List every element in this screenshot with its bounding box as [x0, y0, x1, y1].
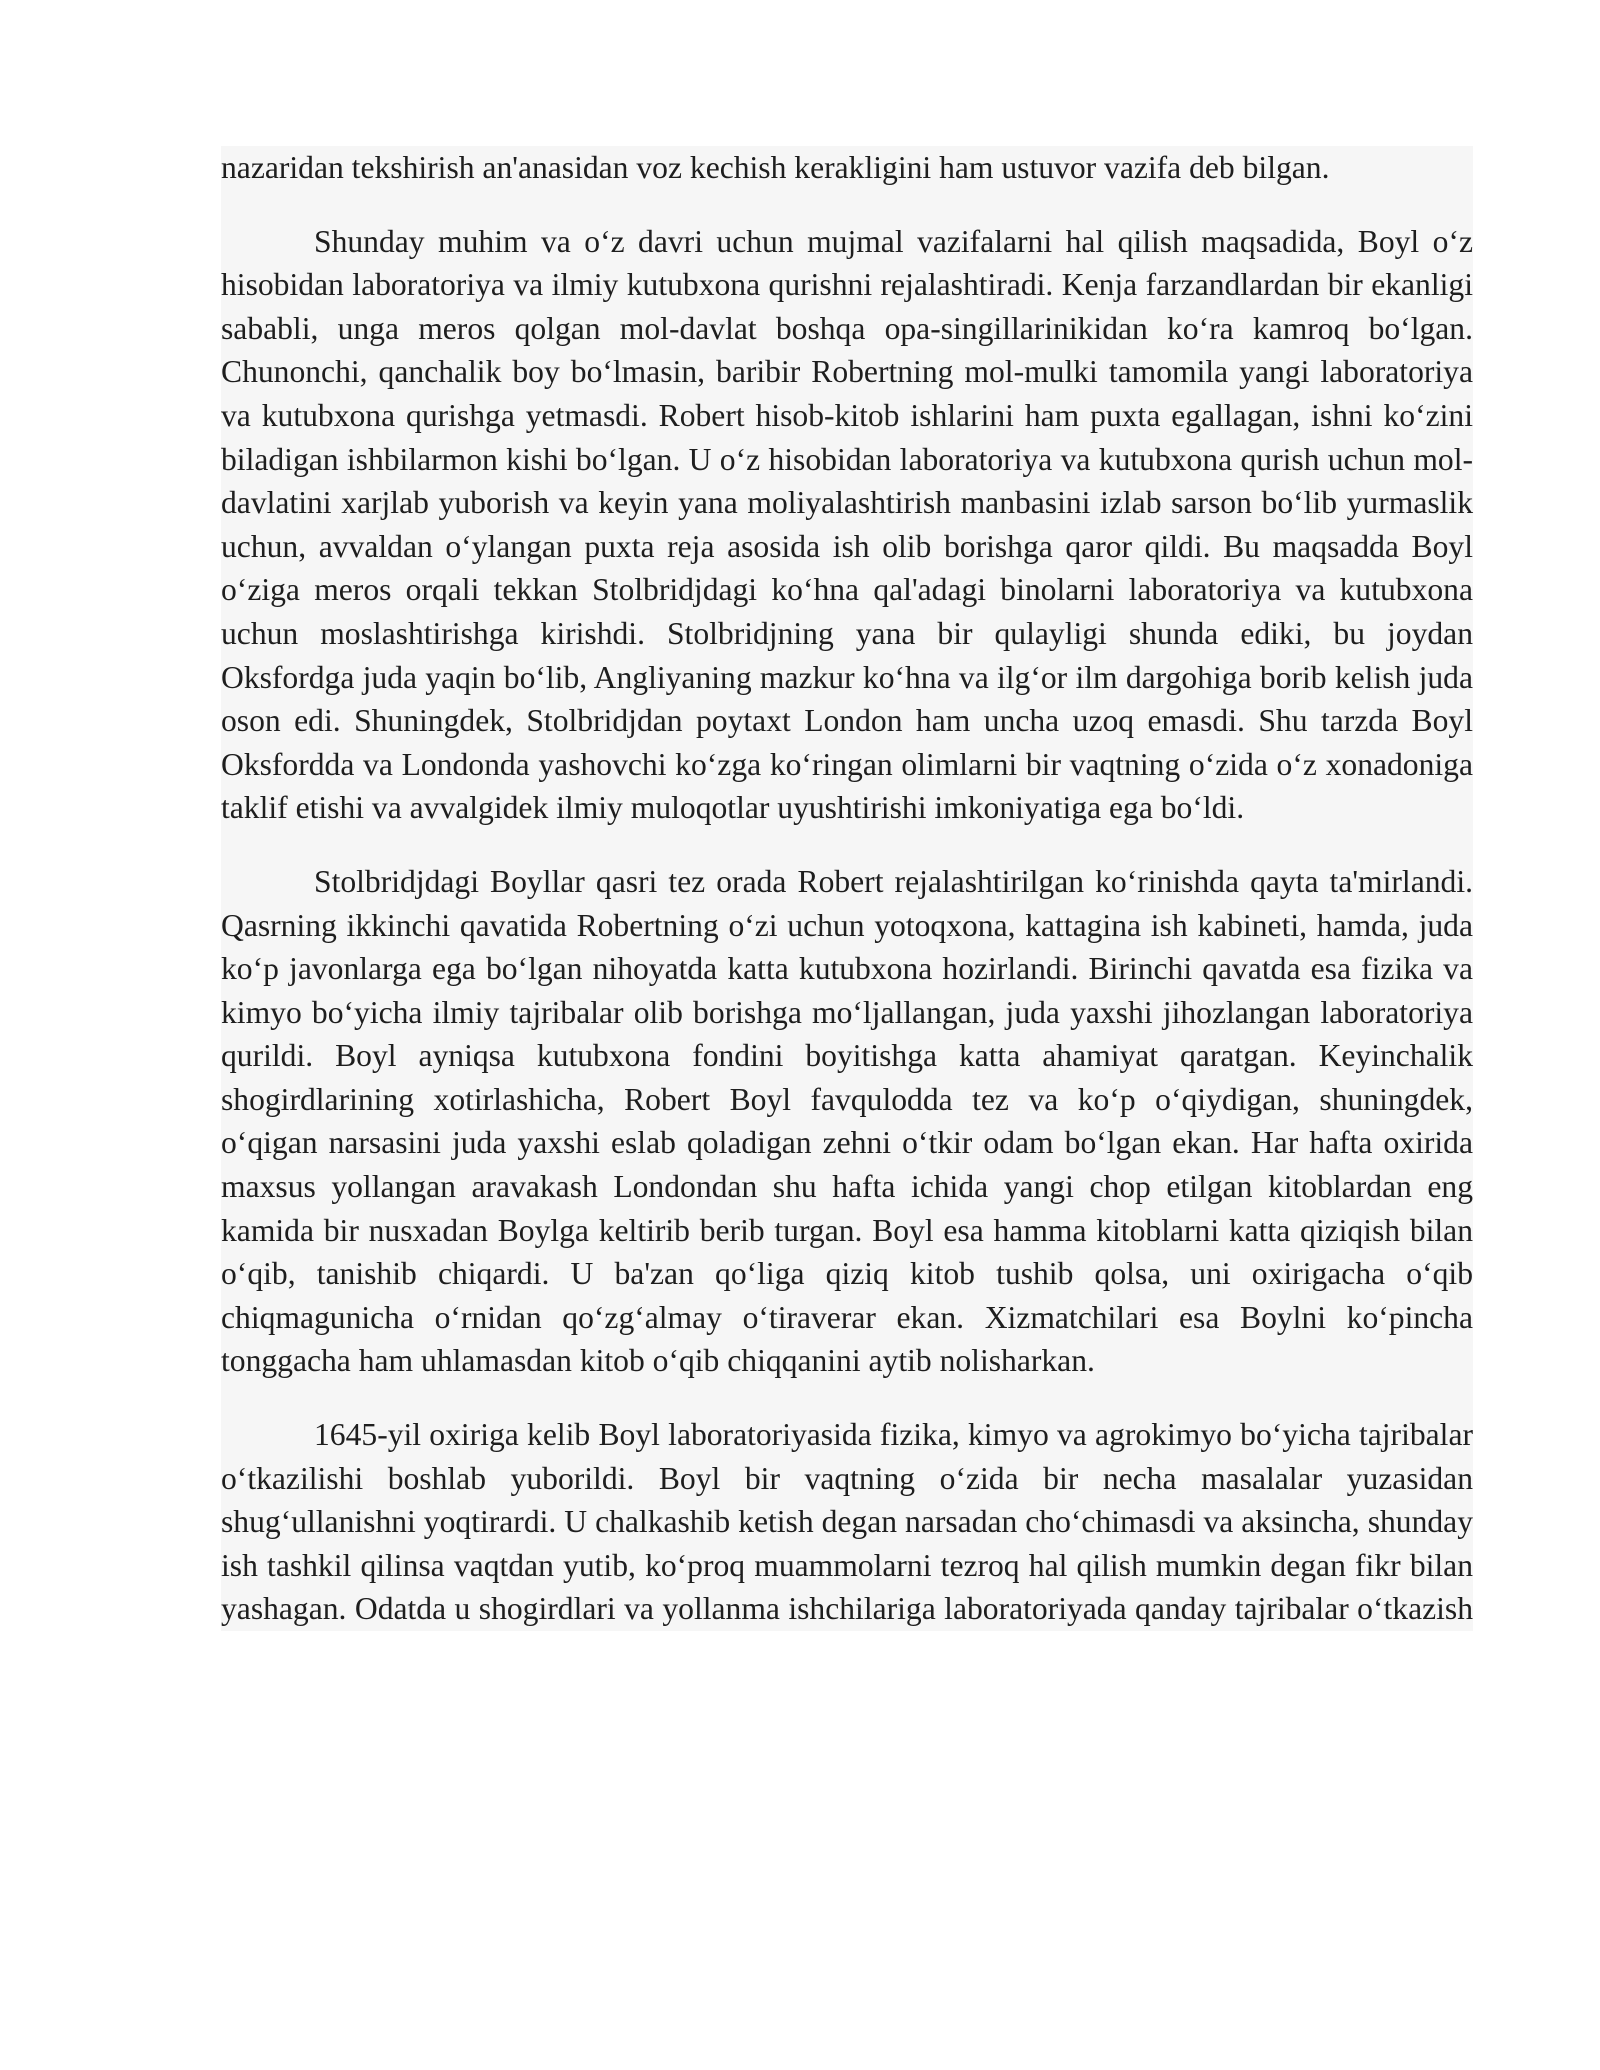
body-text [221, 146, 1473, 1631]
paragraph-castle-renovation: Stolbridjdagi Boyllar qasri tez orada Robert rejalashtirilgan koʻrinishda qayta ta'mirlandi. Qasrning ikkinchi qavatida Robertning oʻzi uchun yotoqxona, kattagina ish kabineti, hamda, juda koʻp javonlarga ega boʻlgan nihoyatda katta kutubxona hozirlandi. Birinchi qavatda esa fizika va kimyo boʻyicha ilmiy tajribalar olib borishga moʻljallangan, juda yaxshi jihozlangan laboratoriya qurildi. Boyl ayniqsa kutubxona fondini boyitishga katta ahamiyat qaratgan. Keyinchalik shogirdlarining xotirlashicha, Robert Boyl favqulodda tez va koʻp oʻqiydigan, shuningdek, oʻqigan narsasini juda yaxshi eslab qoladigan zehni oʻtkir odam boʻlgan ekan. Har hafta oxirida maxsus yollangan aravakash Londondan shu hafta ichida yangi chop etilgan kitoblardan eng kamida bir nusxadan Boylga keltirib berib turgan. Boyl esa hamma kitoblarni katta qiziqish bilan oʻqib, tanishib chiqardi. U ba'zan qoʻliga qiziq kitob tushib qolsa, uni oxirigacha oʻqib chiqmagunicha oʻrnidan qoʻzgʻalmay oʻtiraverar ekan. Xizmatchilari esa Boylni koʻpincha tonggacha ham uhlamasdan kitob oʻqib chiqqanini aytib nolisharkan. [221, 863, 1473, 1379]
paragraph-continuation: nazaridan tekshirish an'anasidan voz kechish kerakligini ham ustuvor vazifa deb bilgan. [221, 150, 1330, 185]
paragraph-experiments-1645: 1645-yil oxiriga kelib Boyl laboratoriyasida fizika, kimyo va agrokimyo boʻyicha tajribalar oʻtkazilishi boshlab yuborildi. Boyl bir vaqtning oʻzida bir necha masalalar yuzasidan shugʻullanishni yoqtirardi. U chalkashib ketish degan narsadan choʻchimasdi va aksincha, shunday ish tashkil qilinsa vaqtdan yutib, koʻproq muammolarni tezroq hal qilish mumkin degan fikr bilan yashagan. Odatda u shogirdlari va yollanma ishchilariga laboratoriyada qanday tajribalar oʻtkazish [221, 1417, 1473, 1627]
paragraph-stolbridj-plan: Shunday muhim va oʻz davri uchun mujmal vazifalarni hal qilish maqsadida, Boyl oʻz hisobidan laboratoriya va ilmiy kutubxona qurishni rejalashtiradi. Kenja farzandlardan bir ekanligi sababli, unga meros qolgan mol-davlat boshqa opa-singillarinikidan koʻra kamroq boʻlgan. Chunonchi, qanchalik boy boʻlmasin, baribir Robertning mol-mulki tamomila yangi laboratoriya va kutubxona qurishga yetmasdi. Robert hisob-kitob ishlarini ham puxta egallagan, ishni koʻzini biladigan ishbilarmon kishi boʻlgan. U oʻz hisobidan laboratoriya va kutubxona qurish uchun mol-davlatini xarjlab yuborish va keyin yana moliyalashtirish manbasini izlab sarson boʻlib yurmaslik uchun, avvaldan oʻylangan puxta reja asosida ish olib borishga qaror qildi. Bu maqsadda Boyl oʻziga meros orqali tekkan Stolbridjdagi koʻhna qal'adagi binolarni laboratoriya va kutubxona uchun moslashtirishga kirishdi. Stolbridjning yana bir qulayligi shunda ediki, bu joydan Oksfordga juda yaqin boʻlib, Angliyaning mazkur koʻhna va ilgʻor ilm dargohiga borib kelish juda oson edi. Shuningdek, Stolbridjdan poytaxt London ham uncha uzoq emasdi. Shu tarzda Boyl Oksfordda va Londonda yashovchi koʻzga koʻringan olimlarni bir vaqtning oʻzida oʻz xonadoniga taklif etishi va avvalgidek ilmiy muloqotlar uyushtirishi imkoniyatiga ega boʻldi. [221, 223, 1473, 826]
